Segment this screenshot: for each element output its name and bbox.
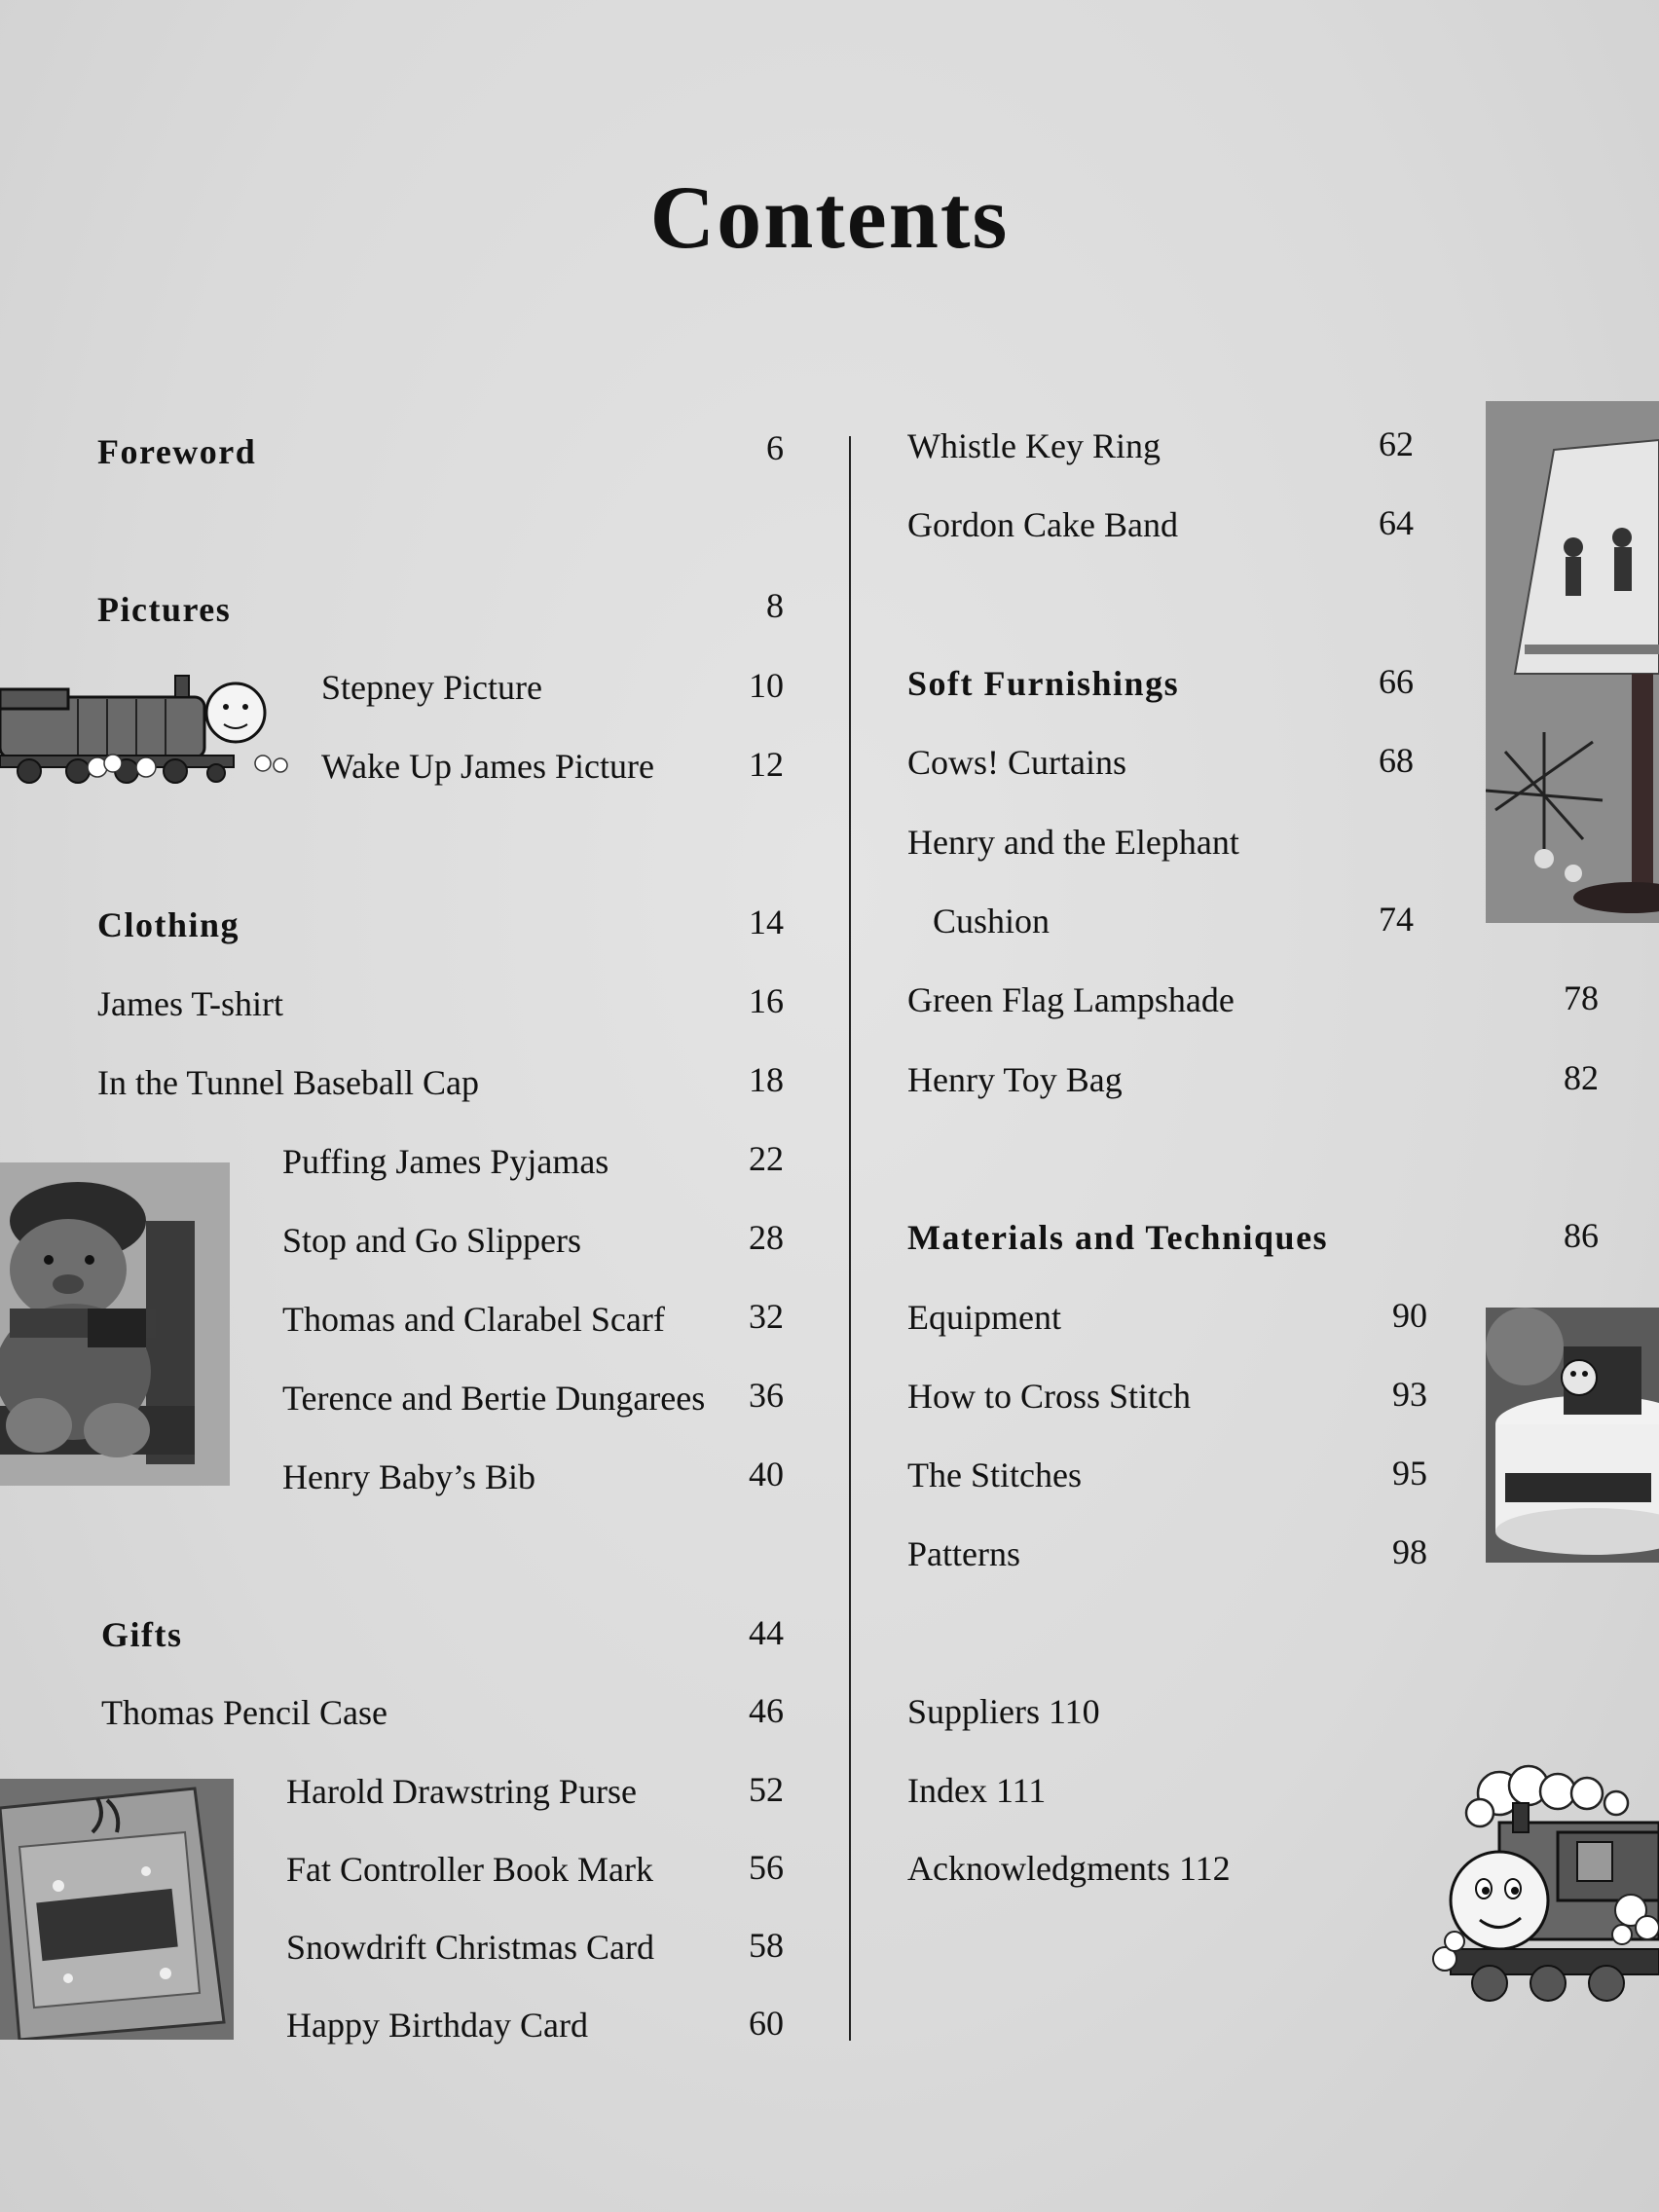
column-divider bbox=[849, 436, 851, 2041]
christmas-card-photo bbox=[0, 1779, 234, 2040]
toc-page-wake-up-james-picture: 12 bbox=[749, 745, 784, 784]
toc-page-pictures: 8 bbox=[766, 586, 784, 625]
toc-entry-fat-controller-book-mark[interactable]: Fat Controller Book Mark bbox=[286, 1850, 653, 1889]
toc-page-how-to-cross-stitch: 93 bbox=[1392, 1375, 1427, 1414]
toc-page-green-flag-lampshade: 78 bbox=[1564, 978, 1599, 1017]
toc-entry-henry-elephant[interactable]: Henry and the Elephant bbox=[907, 823, 1239, 862]
toc-entry-acknowledgments[interactable]: Acknowledgments 112 bbox=[907, 1849, 1231, 1888]
toc-page-the-stitches: 95 bbox=[1392, 1454, 1427, 1493]
toc-entry-puffing-james-pyjamas[interactable]: Puffing James Pyjamas bbox=[282, 1142, 609, 1181]
toc-entry-terence-bertie-dungarees[interactable]: Terence and Bertie Dungarees bbox=[282, 1379, 706, 1418]
toc-page-gifts: 44 bbox=[749, 1613, 784, 1652]
toc-page-henry-toy-bag: 82 bbox=[1564, 1058, 1599, 1097]
toc-entry-thomas-clarabel-scarf[interactable]: Thomas and Clarabel Scarf bbox=[282, 1300, 665, 1339]
toc-entry-foreword[interactable]: Foreword bbox=[97, 432, 257, 471]
toc-entry-pictures[interactable]: Pictures bbox=[97, 590, 232, 629]
toc-page-cows-curtains: 68 bbox=[1379, 741, 1414, 780]
teddy-bear-photo bbox=[0, 1162, 230, 1486]
toc-page-equipment: 90 bbox=[1392, 1296, 1427, 1335]
toc-page-thomas-pencil-case: 46 bbox=[749, 1691, 784, 1730]
toc-page-clothing: 14 bbox=[749, 903, 784, 941]
page-title: Contents bbox=[649, 167, 1010, 267]
toc-entry-tunnel-baseball-cap[interactable]: In the Tunnel Baseball Cap bbox=[97, 1063, 479, 1102]
cake-photo bbox=[1486, 1308, 1659, 1563]
thomas-engine-illustration bbox=[1431, 1764, 1659, 2019]
toc-entry-cows-curtains[interactable]: Cows! Curtains bbox=[907, 743, 1126, 782]
toc-page-thomas-clarabel-scarf: 32 bbox=[749, 1297, 784, 1336]
toc-entry-henry-babys-bib[interactable]: Henry Baby’s Bib bbox=[282, 1457, 535, 1496]
toc-page-stop-and-go-slippers: 28 bbox=[749, 1218, 784, 1257]
toc-entry-patterns[interactable]: Patterns bbox=[907, 1534, 1020, 1573]
toc-page-stepney-picture: 10 bbox=[749, 666, 784, 705]
toc-page-materials-techniques: 86 bbox=[1564, 1216, 1599, 1255]
toc-entry-cushion[interactable]: Cushion bbox=[933, 902, 1051, 940]
toc-entry-james-t-shirt[interactable]: James T-shirt bbox=[97, 984, 284, 1023]
toc-entry-stepney-picture[interactable]: Stepney Picture bbox=[321, 668, 542, 707]
toc-page-cushion: 74 bbox=[1379, 900, 1414, 939]
toc-entry-wake-up-james-picture[interactable]: Wake Up James Picture bbox=[321, 747, 654, 786]
toc-page-patterns: 98 bbox=[1392, 1532, 1427, 1571]
toc-page-terence-bertie-dungarees: 36 bbox=[749, 1376, 784, 1415]
toc-page-gordon-cake-band: 64 bbox=[1379, 503, 1414, 542]
toc-page-puffing-james-pyjamas: 22 bbox=[749, 1139, 784, 1178]
toc-entry-stop-and-go-slippers[interactable]: Stop and Go Slippers bbox=[282, 1221, 582, 1260]
toc-entry-how-to-cross-stitch[interactable]: How to Cross Stitch bbox=[907, 1377, 1192, 1416]
toc-entry-thomas-pencil-case[interactable]: Thomas Pencil Case bbox=[101, 1693, 387, 1732]
toc-entry-clothing[interactable]: Clothing bbox=[97, 905, 240, 944]
toc-entry-index[interactable]: Index 111 bbox=[907, 1771, 1047, 1810]
toc-page-james-t-shirt: 16 bbox=[749, 981, 784, 1020]
toc-entry-happy-birthday-card[interactable]: Happy Birthday Card bbox=[286, 2006, 588, 2045]
toc-entry-henry-toy-bag[interactable]: Henry Toy Bag bbox=[907, 1060, 1123, 1099]
toc-entry-harold-drawstring-purse[interactable]: Harold Drawstring Purse bbox=[286, 1772, 637, 1811]
gordon-engine-illustration bbox=[0, 670, 302, 791]
toc-entry-gordon-cake-band[interactable]: Gordon Cake Band bbox=[907, 505, 1178, 544]
toc-page-soft-furnishings: 66 bbox=[1379, 662, 1414, 701]
toc-page-harold-drawstring-purse: 52 bbox=[749, 1770, 784, 1809]
toc-page-foreword: 6 bbox=[766, 428, 784, 467]
lampshade-photo bbox=[1486, 401, 1659, 923]
toc-page-tunnel-baseball-cap: 18 bbox=[749, 1060, 784, 1099]
toc-page-whistle-key-ring: 62 bbox=[1379, 424, 1414, 463]
toc-entry-soft-furnishings[interactable]: Soft Furnishings bbox=[907, 664, 1180, 703]
toc-page-fat-controller-book-mark: 56 bbox=[749, 1848, 784, 1887]
toc-entry-materials-techniques[interactable]: Materials and Techniques bbox=[907, 1218, 1329, 1257]
toc-entry-green-flag-lampshade[interactable]: Green Flag Lampshade bbox=[907, 980, 1235, 1019]
toc-page-snowdrift-christmas-card: 58 bbox=[749, 1926, 784, 1965]
toc-entry-the-stitches[interactable]: The Stitches bbox=[907, 1456, 1082, 1494]
toc-page-happy-birthday-card: 60 bbox=[749, 2004, 784, 2043]
toc-entry-whistle-key-ring[interactable]: Whistle Key Ring bbox=[907, 426, 1161, 465]
toc-entry-suppliers[interactable]: Suppliers 110 bbox=[907, 1692, 1100, 1731]
toc-page-henry-babys-bib: 40 bbox=[749, 1455, 784, 1493]
toc-entry-snowdrift-christmas-card[interactable]: Snowdrift Christmas Card bbox=[286, 1928, 654, 1967]
toc-entry-equipment[interactable]: Equipment bbox=[907, 1298, 1061, 1337]
toc-entry-gifts[interactable]: Gifts bbox=[101, 1615, 183, 1654]
